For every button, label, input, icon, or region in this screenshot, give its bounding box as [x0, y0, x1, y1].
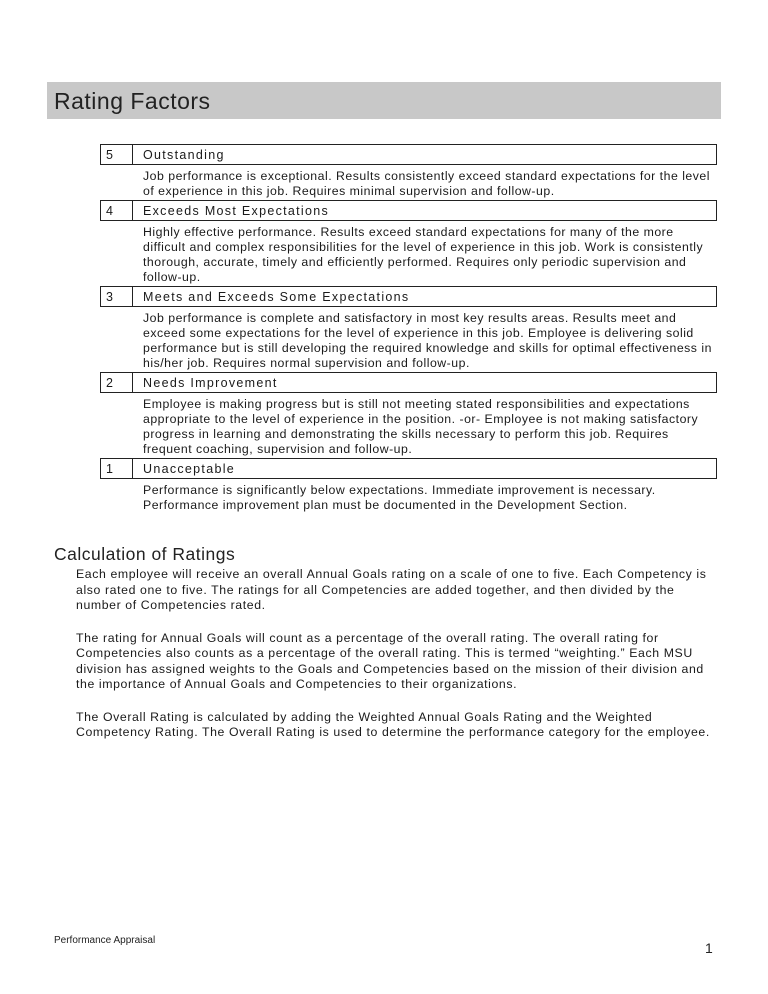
- factor-name: Needs Improvement: [143, 376, 278, 390]
- factor-number: 3: [101, 287, 133, 306]
- page-number: 1: [705, 940, 713, 956]
- factor-name: Outstanding: [143, 148, 225, 162]
- factor-header: [100, 458, 717, 479]
- factor-header: [100, 286, 717, 307]
- factor-header: [100, 372, 717, 393]
- factor-header: [100, 200, 717, 221]
- calculation-body: [76, 567, 721, 758]
- factor-description: Performance is significantly below expectations. Immediate improvement is necessary. Performance improvement plan must be documented in the Development Section.: [143, 483, 656, 512]
- rating-factor: [100, 286, 717, 372]
- factor-description: Highly effective performance. Results exceed standard expectations for many of the more difficult and complex responsibilities for the level of experience in this job. Work is consistently thorough, accurate, timely and efficiently performed. Requires only periodic supervision and follow-up.: [143, 225, 704, 284]
- rating-factor: [100, 458, 717, 514]
- calculation-paragraph: Each employee will receive an overall Annual Goals rating on a scale of one to five. Each Competency is also rated one to five. The ratings for all Competencies are added together, and then divided by the number of Competencies rated.: [76, 567, 707, 612]
- rating-factor: [100, 144, 717, 200]
- factor-name: Unacceptable: [143, 462, 236, 476]
- factor-header: [100, 144, 717, 165]
- page-title: Rating Factors: [47, 82, 721, 119]
- rating-factor: [100, 200, 717, 286]
- factor-number: 1: [101, 459, 133, 478]
- factor-name: Meets and Exceeds Some Expectations: [143, 290, 410, 304]
- calculation-paragraph: The Overall Rating is calculated by adding the Weighted Annual Goals Rating and the Weighted Competency Rating. The Overall Rating is used to determine the performance category for the employee.: [76, 709, 710, 739]
- factor-description: Job performance is exceptional. Results consistently exceed standard expectations for the level of experience in this job. Requires minimal supervision and follow-up.: [143, 169, 710, 198]
- factor-name: Exceeds Most Expectations: [143, 204, 330, 218]
- factor-description: Employee is making progress but is still not meeting stated responsibilities and expectations appropriate to the level of experience in the position. -or- Employee is not making satisfactory progress in learning and demonstrating the skills necessary to perform this job. Requires frequent coaching, supervision and follow-up.: [143, 397, 699, 456]
- factor-description: Job performance is complete and satisfactory in most key results areas. Results meet and exceed some expectations for the level of experience in this job. Employee is delivering solid performance but is still developing the required knowledge and skills for optimal effectiveness in his/her job. Requires normal supervision and follow-up.: [143, 311, 712, 370]
- factor-number: 2: [101, 373, 133, 392]
- rating-factors-table: [100, 144, 717, 514]
- factor-number: 4: [101, 201, 133, 220]
- calculation-paragraph: The rating for Annual Goals will count as a percentage of the overall rating. The overall rating for Competencies also counts as a percentage of the overall rating. This is termed “weighting.” Each MSU division has assigned weights to the Goals and Competencies based on the mission of their division and the importance of Annual Goals and Competencies to their organizations.: [76, 630, 704, 691]
- calculation-heading: Calculation of Ratings: [54, 544, 236, 564]
- footer-document-title: Performance Appraisal: [54, 935, 156, 946]
- rating-factor: [100, 372, 717, 458]
- factor-number: 5: [101, 145, 133, 164]
